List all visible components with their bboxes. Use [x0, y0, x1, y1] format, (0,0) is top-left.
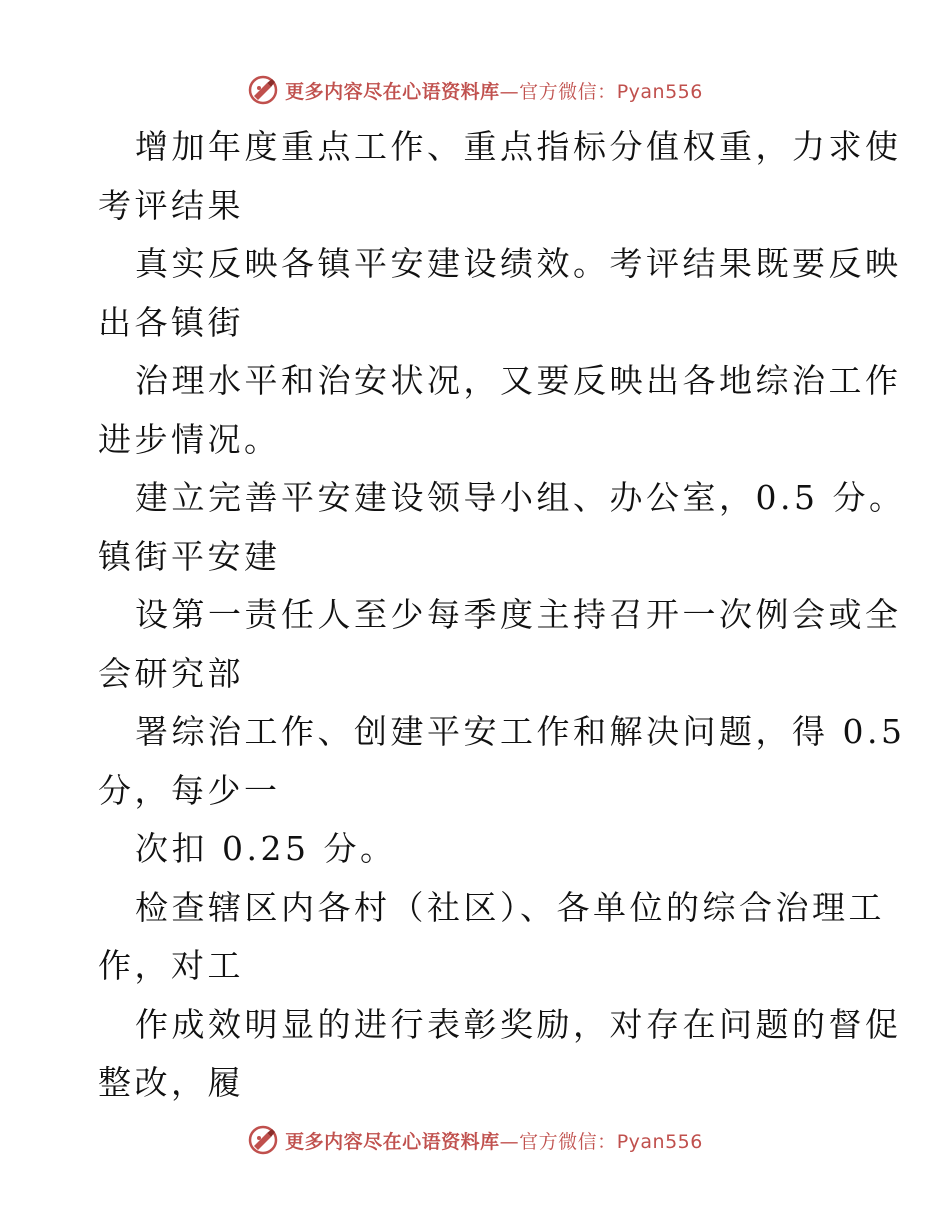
text-line: 考评结果 — [98, 185, 244, 225]
banner-text — [285, 1127, 703, 1154]
footer-banner — [0, 1122, 950, 1158]
document-body — [98, 118, 906, 1113]
text-line: 镇街平安建 — [98, 536, 281, 576]
banner-label: 官方微信： — [519, 80, 617, 103]
text-line: 设第一责任人至少每季度主持召开一次例会或全 — [135, 595, 902, 634]
banner-label: 官方微信： — [519, 1130, 617, 1153]
text-line: 署综治工作、创建平安工作和解决问题，得 0.5 — [135, 712, 906, 751]
text-line: 增加年度重点工作、重点指标分值权重，力求使 — [135, 127, 902, 166]
text-line: 出各镇街 — [98, 302, 244, 342]
banner-wechat-id: Pyan556 — [616, 1130, 703, 1153]
header-banner — [0, 72, 950, 108]
text-line: 作成效明显的进行表彰奖励，对存在问题的督促 — [135, 1004, 902, 1044]
text-line: 治理水平和治安状况，又要反映出各地综治工作 — [135, 361, 902, 400]
text-line: 检查辖区内各村（社区）、各单位的综合治理工 — [135, 887, 885, 927]
text-line: 作，对工 — [98, 946, 244, 985]
text-line: 整改，履 — [98, 1063, 244, 1102]
banner-dash: — — [499, 80, 520, 103]
banner-brand-text: 更多内容尽在心语资料库 — [285, 1130, 500, 1153]
text-line: 分，每少一 — [98, 770, 281, 810]
banner-brand-text: 更多内容尽在心语资料库 — [285, 80, 500, 103]
text-line: 建立完善平安建设领导小组、办公室，0.5 分。 — [135, 478, 906, 517]
text-line: 真实反映各镇平安建设绩效。考评结果既要反映 — [135, 244, 902, 283]
logo-icon — [247, 74, 279, 106]
text-line: 进步情况。 — [98, 419, 281, 459]
banner-text — [285, 77, 703, 104]
logo-icon — [247, 1124, 279, 1156]
banner-dash: — — [499, 1130, 520, 1153]
banner-wechat-id: Pyan556 — [616, 80, 703, 103]
text-line: 会研究部 — [98, 653, 244, 693]
text-line: 次扣 0.25 分。 — [135, 829, 397, 868]
